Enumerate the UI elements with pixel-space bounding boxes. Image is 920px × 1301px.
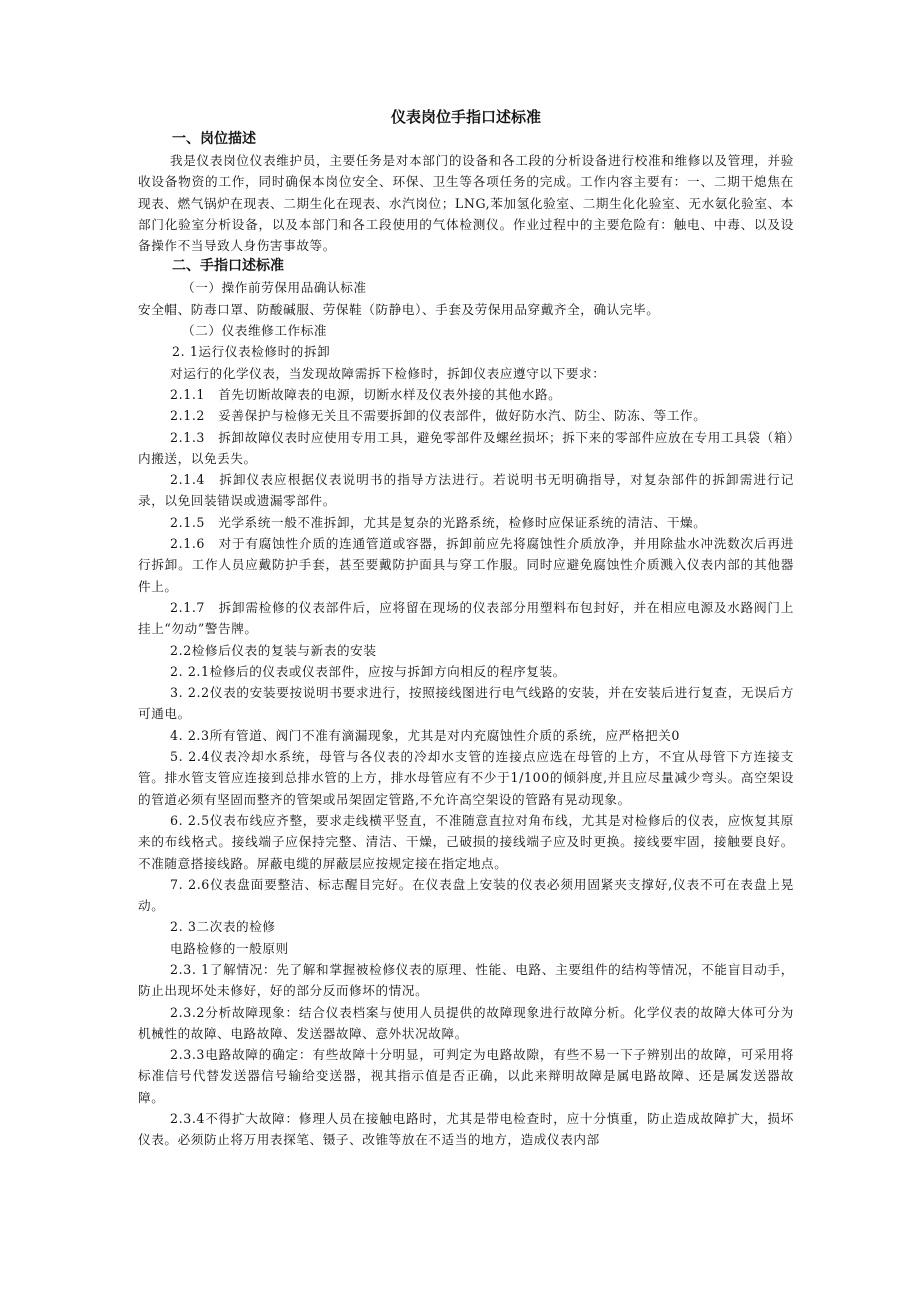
clause-paragraph: 6. 2.5仪表布线应齐整，要求走线横平竖直，不准随意直拉对角布线，尤其是对检修后的仪表，应恢复其原来的布线格式。接线端子应保持完整、清洁、干燥，己破损的接线端子应及时更换。接线要牢固，接触要良好。不准随意搭接线路。屏蔽电缆的屏蔽层应按规定接在指定地点。	[138, 812, 794, 871]
clause-paragraph: 2.1.1 首先切断故障表的电源，切断水样及仪表外接的其他水路。	[170, 386, 562, 402]
clause-paragraph: 2.1.2 妥善保护与检修无关且不需要拆卸的仪表部件，做好防水汽、防尘、防冻、等工作。	[170, 408, 707, 424]
clause-paragraph: 2.1.3 拆卸故障仪表时应使用专用工具，避免零部件及螺丝损坏；拆下来的零部件应放在专用工具袋（箱）内搬送，以免丢失。	[138, 429, 794, 466]
clause-paragraph: 2.3. 1了解情况：先了解和掌握被检修仪表的原理、性能、电路、主要组件的结构等情况，不能盲目动手，防止出现坏处未修好，好的部分反而修坏的情况。	[138, 961, 794, 999]
clause-paragraph: 2.1.7 拆卸需检修的仪表部件后，应将留在现场的仪表部分用塑料布包封好，并在相应电源及水路阀门上挂上“勿动”警告牌。	[138, 599, 794, 637]
clause-paragraph: 2.1.6 对于有腐蚀性介质的连通管道或容器，拆卸前应先将腐蚀性介质放净，并用除盐水冲洗数次后再进行拆卸。工作人员应戴防护手套，甚至要戴防护面具与穿工作服。同时应避免腐蚀性介质溅入仪表内部的其他器件上。	[138, 536, 794, 594]
clause-paragraph: 2.1.4 拆卸仪表应根据仪表说明书的指导方法进行。若说明书无明确指导，对复杂部件的拆卸需进行记录，以免回装错误或遗漏零部件。	[138, 472, 794, 509]
clause-heading: 2.2检修后仪表的复装与新表的安装	[170, 642, 377, 658]
paragraph: 电路检修的一般原则	[170, 940, 289, 956]
clause-paragraph: 2. 2.1检修后的仪表或仪表部件，应按与拆卸方向相反的程序复装。	[170, 663, 566, 679]
clause-paragraph: 7. 2.6仪表盘面要整洁、标志醒目完好。在仪表盘上安装的仪表必须用固紧夹支撑好,仪表不可在表盘上晃动。	[138, 876, 794, 914]
clause-heading: 2. 1运行仪表检修时的拆卸	[172, 344, 331, 360]
section-heading: 二、手指口述标准	[172, 258, 284, 275]
clause-paragraph: 5. 2.4仪表冷却水系统，母管与各仪表的冷却水支管的连接点应选在母管的上方，不宜从母管下方连接支管。排水管支管应连接到总排水管的上方，排水母管应有不少于1/100的倾斜度,并且应尽量减少弯头。高空架设的管道必须有坚固而整齐的管架或吊架固定管路,不允许高空架设的管路有晃动现象。	[138, 749, 794, 807]
clause-paragraph: 2.3.3电路故障的确定：有些故障十分明显，可判定为电路故隙，有些不易一下子辨别出的故障，可采用将标准信号代替发送器信号输给变送器，视其指示值是否正确，以此来辩明故障是属电路故障、还是属发送器故障。	[138, 1047, 794, 1105]
subsection-heading: （一）操作前劳保用品确认标准	[182, 280, 367, 296]
clause-paragraph: 4. 2.3所有管道、阀门不准有滴漏现象，尤其是对内充腐蚀性介质的系统，应严格把关0	[170, 727, 681, 743]
paragraph: 我是仪表岗位仪表维护员，主要任务是对本部门的设备和各工段的分析设备进行校准和维修以及管理，并验收设备物资的工作，同时确保本岗位安全、环保、卫生等各项任务的完成。工作内容主要有：一、二期干熄焦在现表、燃气锅炉在现表、二期生化在现表、水汽岗位；LNG,苯加氢化验室、二期生化化验室、无水氨化验室、本部门化验室分析设备，以及本部门和各工段使用的气体检测仪。作业过程中的主要危险有：触电、中毒、以及设备操作不当导致人身伤害事故等。	[138, 153, 794, 254]
document-body	[138, 106, 794, 1151]
clause-paragraph: 3. 2.2仪表的安装要按说明书要求进行，按照接线图进行电气线路的安装，并在安装后进行复查，无误后方可通电。	[138, 685, 794, 722]
document-title: 仪表岗位手指口述标准	[390, 108, 541, 126]
section-heading: 一、岗位描述	[172, 131, 256, 147]
clause-heading: 2. 3二次表的检修	[170, 919, 276, 935]
paragraph: 对运行的化学仪表，当发现故障需拆下检修时，拆卸仪表应遵守以下要求：	[170, 365, 606, 381]
subsection-heading: （二）仪表维修工作标准	[182, 323, 328, 339]
clause-paragraph: 2.3.4不得扩大故障：修理人员在接触电路时，尤其是带电检查时，应十分慎重，防止造成故障扩大，损坏仪表。必须防止将万用表探笔、镊子、改锥等放在不适当的地方，造成仪表内部	[138, 1111, 794, 1148]
clause-paragraph: 2.3.2分析故障现象：结合仪表档案与使用人员提供的故障现象进行故障分析。化学仪表的故障大体可分为机械性的故障、电路故障、发送器故障、意外状况故障。	[138, 1004, 794, 1041]
paragraph: 安全帽、防毒口罩、防酸碱服、劳保鞋（防静电）、手套及劳保用品穿戴齐全，确认完毕。	[138, 301, 660, 317]
clause-paragraph: 2.1.5 光学系统一般不准拆卸，尤其是复杂的光路系统，检修时应保证系统的清洁、干燥。	[170, 514, 707, 530]
